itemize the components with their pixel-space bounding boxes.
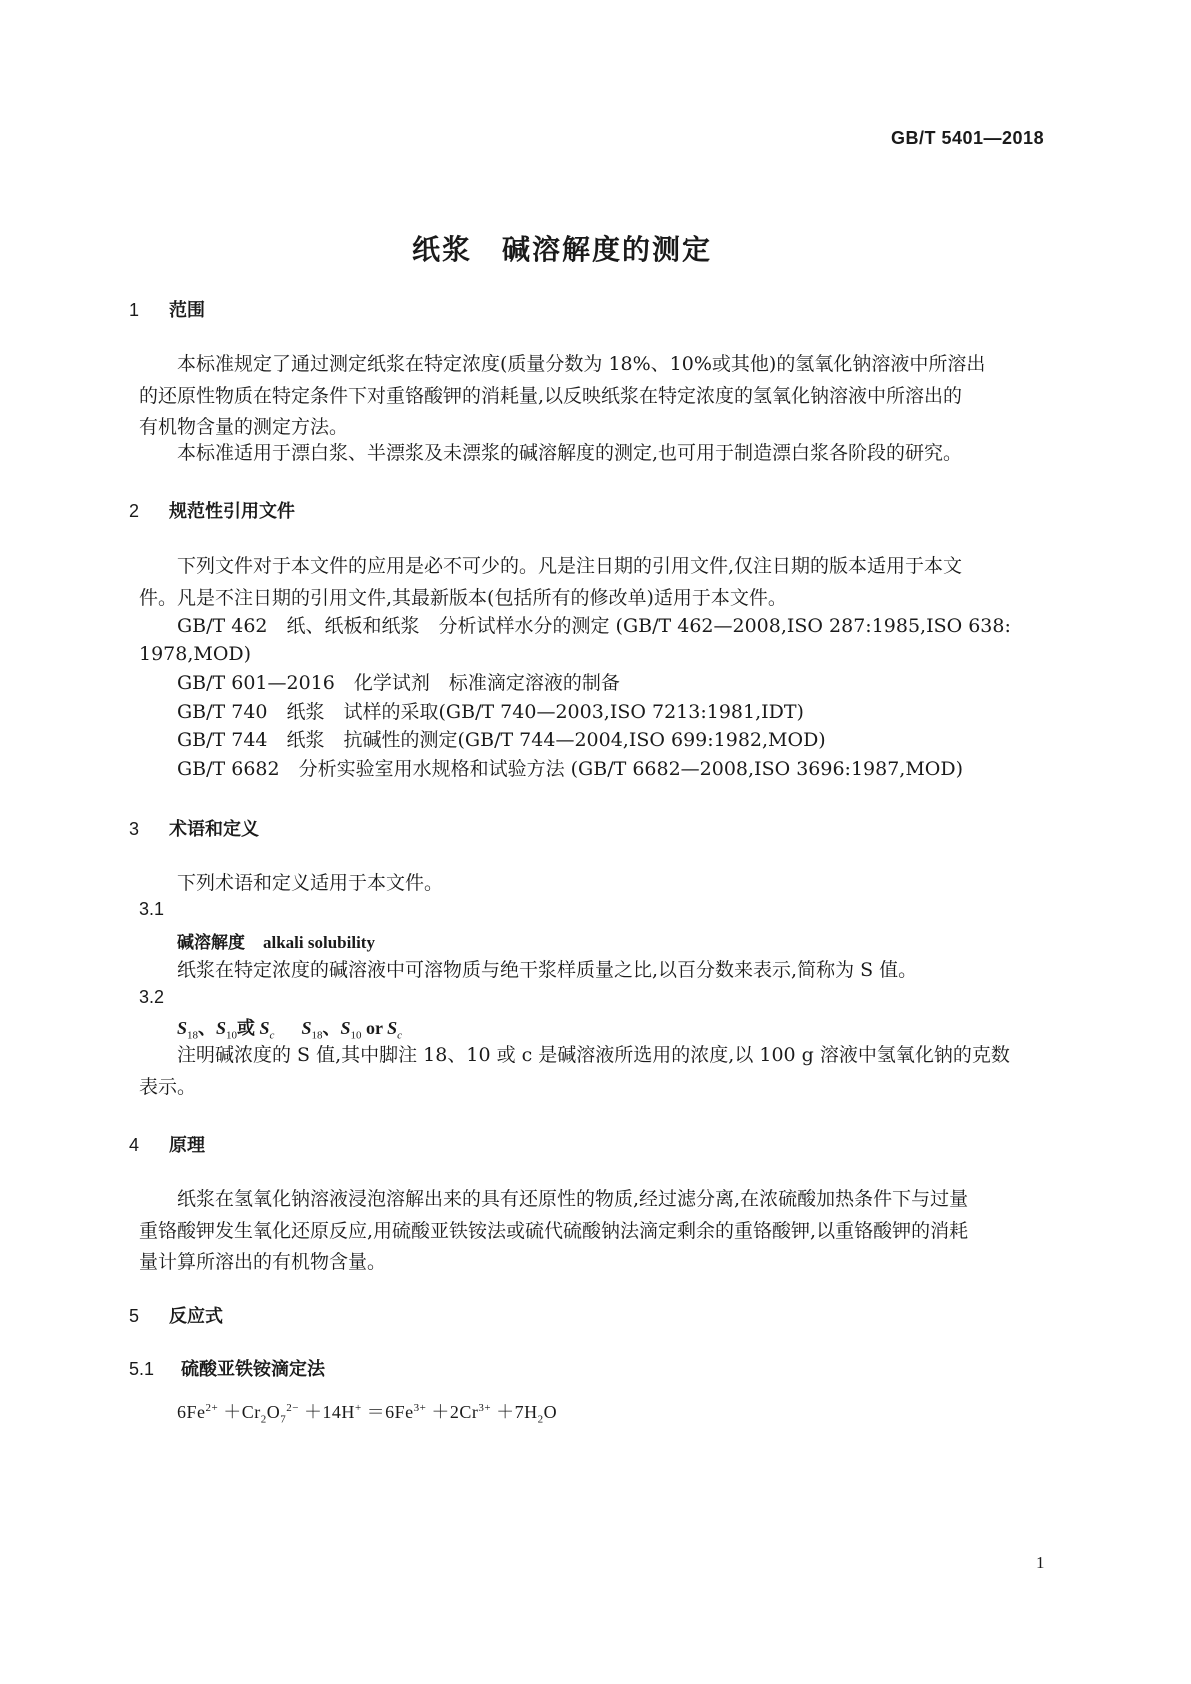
text-line: 表示。 bbox=[139, 1075, 197, 1098]
section-title: 规范性引用文件 bbox=[169, 501, 295, 522]
term-definition bbox=[139, 1040, 1055, 1103]
section-number: 3 bbox=[129, 819, 140, 839]
section-title: 范围 bbox=[169, 300, 205, 321]
term-number: 3.1 bbox=[139, 899, 165, 919]
page-number: 1 bbox=[1036, 1553, 1045, 1572]
reference-item: GB/T 740 纸浆 试样的采取(GB/T 740—2003,ISO 7213:1981,IDT) bbox=[177, 701, 804, 723]
reaction-formula bbox=[177, 1398, 557, 1426]
term-definition: 纸浆在特定浓度的碱溶液中可溶物质与绝干浆样质量之比,以百分数来表示,简称为 S 值。 bbox=[177, 959, 918, 981]
subscript: 7 bbox=[280, 1413, 287, 1426]
formula-term: 6Fe bbox=[177, 1402, 206, 1422]
formula-term: ＝6Fe bbox=[366, 1402, 414, 1422]
superscript: 2+ bbox=[205, 1402, 219, 1414]
section-heading-terms bbox=[129, 815, 259, 841]
section-heading-reaction bbox=[129, 1302, 223, 1328]
or-zh: 或 bbox=[237, 1018, 256, 1039]
section-heading-principle bbox=[129, 1131, 205, 1157]
formula-term: ＋Cr bbox=[223, 1402, 261, 1422]
subscript-c: c bbox=[397, 1029, 403, 1042]
term-number: 3.2 bbox=[139, 987, 165, 1007]
formula-term: ＋2Cr bbox=[431, 1402, 479, 1422]
subscript: 2 bbox=[260, 1413, 267, 1426]
symbol-s: S bbox=[177, 1018, 188, 1038]
text-line: 有机物含量的测定方法。 bbox=[139, 416, 349, 438]
text-line: 注明碱浓度的 S 值,其中脚注 18、10 或 c 是碱溶液所选用的浓度,以 100 g 溶液中氢氧化钠的克数 bbox=[177, 1044, 1010, 1066]
superscript: 3+ bbox=[478, 1402, 492, 1414]
subscript: 2 bbox=[537, 1413, 544, 1426]
formula-term: ＋7H bbox=[496, 1402, 538, 1422]
normrefs-intro bbox=[139, 551, 1055, 614]
section-number: 4 bbox=[129, 1135, 140, 1155]
superscript: 3+ bbox=[413, 1402, 427, 1414]
text-line: 重铬酸钾发生氧化还原反应,用硫酸亚铁铵法或硫代硫酸钠法滴定剩余的重铬酸钾,以重铬酸钾的消耗 bbox=[139, 1219, 969, 1242]
term-entry bbox=[177, 928, 375, 953]
scope-paragraph-1 bbox=[139, 349, 1055, 444]
subscript: 10 bbox=[226, 1029, 238, 1042]
text-line: 纸浆在氢氧化钠溶液浸泡溶解出来的具有还原性的物质,经过滤分离,在浓硫酸加热条件下与过量 bbox=[177, 1188, 969, 1210]
reference-item: GB/T 462 纸、纸板和纸浆 分析试样水分的测定 (GB/T 462—2008,ISO 287:1985,ISO 638: bbox=[177, 615, 1011, 637]
symbol-s: S bbox=[340, 1018, 351, 1038]
principle-paragraph bbox=[139, 1184, 1055, 1279]
subscript: 18 bbox=[311, 1029, 323, 1042]
formula-term: O bbox=[543, 1402, 558, 1422]
text-line: 本标准适用于漂白浆、半漂浆及未漂浆的碱溶解度的测定,也可用于制造漂白浆各阶段的研究。 bbox=[177, 442, 963, 464]
section-title: 原理 bbox=[169, 1135, 205, 1156]
subsection-number: 5.1 bbox=[129, 1359, 155, 1379]
or-en: or bbox=[365, 1018, 383, 1038]
reference-item: GB/T 744 纸浆 抗碱性的测定(GB/T 744—2004,ISO 699:1982,MOD) bbox=[177, 729, 826, 751]
formula-term: ＋14H bbox=[303, 1402, 355, 1422]
section-number: 2 bbox=[129, 501, 140, 521]
reference-item: GB/T 6682 分析实验室用水规格和试验方法 (GB/T 6682—2008,ISO 3696:1987,MOD) bbox=[177, 758, 964, 780]
separator: 、 bbox=[198, 1018, 217, 1038]
symbol-s: S bbox=[301, 1018, 312, 1038]
text-line: 本标准规定了通过测定纸浆在特定浓度(质量分数为 18%、10%或其他)的氢氧化钠溶液中所溶出 bbox=[177, 353, 986, 375]
section-heading-scope bbox=[129, 296, 205, 322]
subscript-c: c bbox=[269, 1029, 275, 1042]
term-en: alkali solubility bbox=[263, 933, 375, 952]
section-title: 术语和定义 bbox=[169, 819, 259, 840]
text-line: 的还原性物质在特定条件下对重铬酸钾的消耗量,以反映纸浆在特定浓度的氢氧化钠溶液中所溶出的 bbox=[139, 384, 963, 407]
symbol-s: S bbox=[216, 1018, 227, 1038]
text-line: 件。凡是不注日期的引用文件,其最新版本(包括所有的修改单)适用于本文件。 bbox=[139, 586, 787, 609]
symbol-s: S bbox=[387, 1018, 398, 1038]
scope-paragraph-2 bbox=[139, 438, 1055, 470]
standard-code: GB/T 5401—2018 bbox=[891, 128, 1045, 148]
section-heading-normative-references bbox=[129, 497, 295, 523]
text-line: 下列文件对于本文件的应用是必不可少的。凡是注日期的引用文件,仅注日期的版本适用于本文 bbox=[177, 555, 963, 577]
document-title: 纸浆 碱溶解度的测定 bbox=[412, 233, 713, 266]
subscript: 10 bbox=[350, 1029, 362, 1042]
term-zh: 碱溶解度 bbox=[177, 933, 245, 953]
symbol-s: S bbox=[259, 1018, 270, 1038]
reference-item-cont: 1978,MOD) bbox=[139, 643, 252, 665]
separator: 、 bbox=[322, 1018, 341, 1038]
section-title: 反应式 bbox=[169, 1306, 223, 1327]
text-line: 量计算所溶出的有机物含量。 bbox=[139, 1251, 387, 1273]
superscript: 2− bbox=[286, 1402, 299, 1414]
section-number: 1 bbox=[129, 300, 140, 320]
terms-intro: 下列术语和定义适用于本文件。 bbox=[177, 872, 444, 894]
term-symbols bbox=[177, 1014, 402, 1042]
superscript: + bbox=[354, 1402, 362, 1414]
section-number: 5 bbox=[129, 1306, 140, 1326]
reference-item: GB/T 601—2016 化学试剂 标准滴定溶液的制备 bbox=[177, 672, 620, 694]
formula-term: O bbox=[266, 1402, 281, 1422]
subsection-heading bbox=[129, 1355, 325, 1381]
subsection-title: 硫酸亚铁铵滴定法 bbox=[181, 1359, 325, 1380]
subscript: 18 bbox=[187, 1029, 199, 1042]
